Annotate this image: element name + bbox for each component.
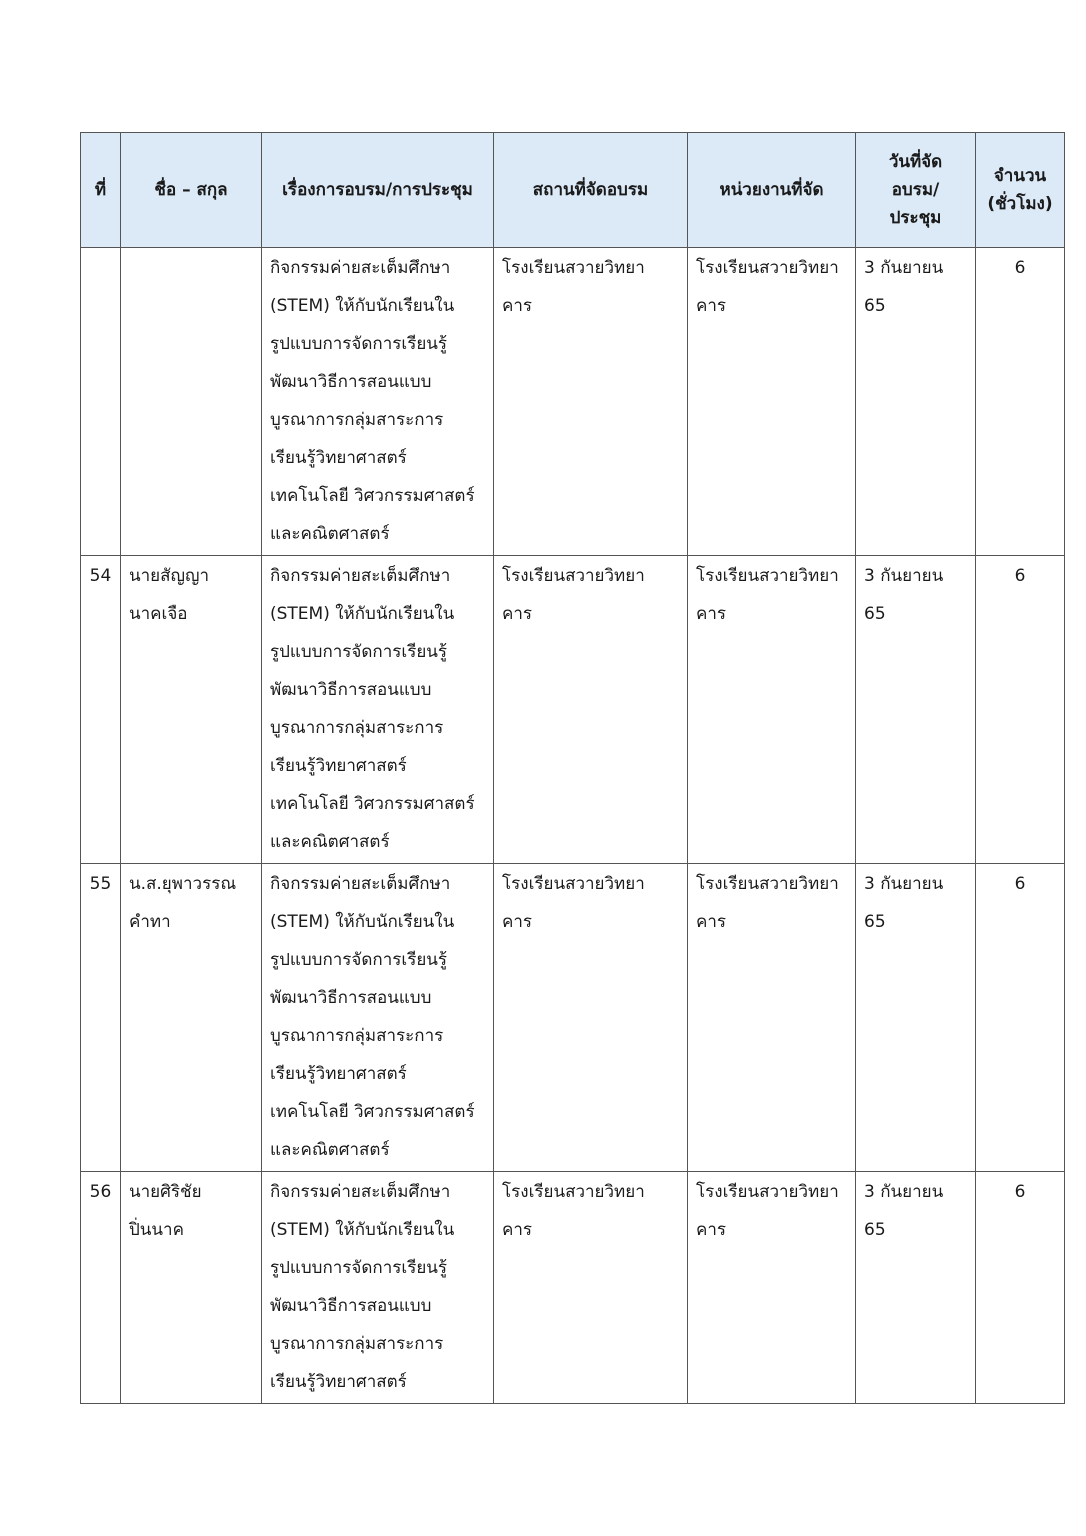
cell-topic-line: กิจกรรมค่ายสะเต็มศึกษา <box>270 566 451 586</box>
cell-venue <box>494 1172 688 1404</box>
cell-venue <box>494 248 688 556</box>
training-table <box>80 132 1065 1404</box>
cell-topic-line: และคณิตศาสตร์ <box>270 524 390 544</box>
cell-date <box>856 556 976 864</box>
cell-topic-line: และคณิตศาสตร์ <box>270 832 390 852</box>
cell-venue-line: โรงเรียนสวายวิทยา <box>502 566 645 586</box>
cell-topic-line: พัฒนาวิธีการสอนแบบ <box>270 372 432 392</box>
cell-hours <box>976 248 1065 556</box>
header-date-line: อบรม/ <box>891 180 940 200</box>
cell-name <box>121 248 262 556</box>
cell-name-line: นายสัญญา <box>129 566 210 586</box>
cell-hours <box>976 864 1065 1172</box>
cell-hours <box>976 556 1065 864</box>
cell-no <box>81 1172 121 1404</box>
cell-topic-line: พัฒนาวิธีการสอนแบบ <box>270 988 432 1008</box>
cell-venue-line: โรงเรียนสวายวิทยา <box>502 1182 645 1202</box>
cell-topic-line: เทคโนโลยี วิศวกรรมศาสตร์ <box>270 486 475 506</box>
cell-venue-line: คาร <box>502 296 533 316</box>
cell-topic <box>262 248 494 556</box>
cell-date-line: 3 กันยายน <box>864 258 944 278</box>
cell-no <box>81 248 121 556</box>
header-organizer: หน่วยงานที่จัด <box>688 133 856 248</box>
cell-name-line: น.ส.ยุพาวรรณ <box>129 874 237 894</box>
header-date-line: วันที่จัด <box>888 152 943 172</box>
cell-no-value: 55 <box>89 874 112 894</box>
cell-topic-line: รูปแบบการจัดการเรียนรู้ <box>270 950 448 970</box>
cell-date <box>856 1172 976 1404</box>
cell-organizer-line: โรงเรียนสวายวิทยา <box>696 258 839 278</box>
cell-topic-line: พัฒนาวิธีการสอนแบบ <box>270 680 432 700</box>
cell-venue-line: คาร <box>502 604 533 624</box>
cell-organizer <box>688 248 856 556</box>
cell-organizer-line: คาร <box>696 912 727 932</box>
cell-topic-line: เรียนรู้วิทยาศาสตร์ <box>270 756 407 776</box>
cell-topic-line: (STEM) ให้กับนักเรียนใน <box>270 912 455 932</box>
cell-venue <box>494 864 688 1172</box>
cell-name <box>121 864 262 1172</box>
cell-hours-value: 6 <box>1014 258 1026 278</box>
header-hours-line: (ชั่วโมง) <box>987 194 1053 214</box>
cell-hours-value: 6 <box>1014 566 1026 586</box>
header-venue: สถานที่จัดอบรม <box>494 133 688 248</box>
cell-topic-line: รูปแบบการจัดการเรียนรู้ <box>270 642 448 662</box>
cell-venue-line: คาร <box>502 1220 533 1240</box>
header-hours <box>976 133 1065 248</box>
cell-venue-line: คาร <box>502 912 533 932</box>
table-body <box>81 248 1065 1404</box>
cell-no-value: 56 <box>89 1182 112 1202</box>
cell-topic-line: เทคโนโลยี วิศวกรรมศาสตร์ <box>270 1102 475 1122</box>
cell-topic-line: รูปแบบการจัดการเรียนรู้ <box>270 1258 448 1278</box>
header-row <box>81 133 1065 248</box>
cell-topic <box>262 864 494 1172</box>
cell-topic-line: รูปแบบการจัดการเรียนรู้ <box>270 334 448 354</box>
cell-topic-line: เรียนรู้วิทยาศาสตร์ <box>270 448 407 468</box>
cell-topic-line: พัฒนาวิธีการสอนแบบ <box>270 1296 432 1316</box>
cell-topic-line: กิจกรรมค่ายสะเต็มศึกษา <box>270 874 451 894</box>
cell-topic-line: เรียนรู้วิทยาศาสตร์ <box>270 1064 407 1084</box>
cell-organizer <box>688 1172 856 1404</box>
cell-organizer-line: โรงเรียนสวายวิทยา <box>696 1182 839 1202</box>
cell-topic-line: บูรณาการกลุ่มสาระการ <box>270 718 444 738</box>
cell-date-line: 65 <box>864 912 886 932</box>
header-date-line: ประชุม <box>889 208 942 228</box>
cell-topic-line: เรียนรู้วิทยาศาสตร์ <box>270 1372 407 1392</box>
cell-organizer <box>688 556 856 864</box>
cell-date-line: 65 <box>864 604 886 624</box>
cell-no <box>81 556 121 864</box>
cell-hours <box>976 1172 1065 1404</box>
header-hours-line: จำนวน <box>993 166 1047 186</box>
cell-date <box>856 864 976 1172</box>
cell-name-line: ปิ่นนาค <box>129 1220 184 1240</box>
cell-date-line: 3 กันยายน <box>864 566 944 586</box>
cell-topic-line: (STEM) ให้กับนักเรียนใน <box>270 296 455 316</box>
cell-name-line: คำทา <box>129 912 171 932</box>
cell-topic-line: กิจกรรมค่ายสะเต็มศึกษา <box>270 1182 451 1202</box>
cell-name-line: นายศิริชัย <box>129 1182 202 1202</box>
cell-topic-line: และคณิตศาสตร์ <box>270 1140 390 1160</box>
cell-name <box>121 1172 262 1404</box>
cell-venue-line: โรงเรียนสวายวิทยา <box>502 874 645 894</box>
cell-organizer-line: คาร <box>696 296 727 316</box>
cell-organizer-line: คาร <box>696 604 727 624</box>
cell-topic-line: (STEM) ให้กับนักเรียนใน <box>270 604 455 624</box>
cell-topic-line: บูรณาการกลุ่มสาระการ <box>270 1334 444 1354</box>
cell-no <box>81 864 121 1172</box>
cell-no-value <box>81 251 120 289</box>
header-topic: เรื่องการอบรม/การประชุม <box>262 133 494 248</box>
header-no: ที่ <box>81 133 121 248</box>
cell-topic-line: กิจกรรมค่ายสะเต็มศึกษา <box>270 258 451 278</box>
header-name: ชื่อ – สกุล <box>121 133 262 248</box>
header-date <box>856 133 976 248</box>
cell-date-line: 65 <box>864 1220 886 1240</box>
table-row <box>81 248 1065 556</box>
cell-name-line: นาคเจือ <box>129 604 188 624</box>
cell-hours-value: 6 <box>1014 1182 1026 1202</box>
table-row <box>81 556 1065 864</box>
cell-topic <box>262 556 494 864</box>
cell-topic-line: (STEM) ให้กับนักเรียนใน <box>270 1220 455 1240</box>
cell-date-line: 65 <box>864 296 886 316</box>
cell-hours-value: 6 <box>1014 874 1026 894</box>
cell-organizer <box>688 864 856 1172</box>
table-row <box>81 1172 1065 1404</box>
cell-topic <box>262 1172 494 1404</box>
cell-topic-line: บูรณาการกลุ่มสาระการ <box>270 1026 444 1046</box>
cell-venue-line: โรงเรียนสวายวิทยา <box>502 258 645 278</box>
cell-topic-line: บูรณาการกลุ่มสาระการ <box>270 410 444 430</box>
cell-organizer-line: โรงเรียนสวายวิทยา <box>696 566 839 586</box>
cell-name <box>121 556 262 864</box>
cell-venue <box>494 556 688 864</box>
cell-no-value: 54 <box>89 566 112 586</box>
cell-organizer-line: โรงเรียนสวายวิทยา <box>696 874 839 894</box>
table-row <box>81 864 1065 1172</box>
cell-organizer-line: คาร <box>696 1220 727 1240</box>
cell-topic-line: เทคโนโลยี วิศวกรรมศาสตร์ <box>270 794 475 814</box>
cell-date-line: 3 กันยายน <box>864 874 944 894</box>
cell-date-line: 3 กันยายน <box>864 1182 944 1202</box>
cell-date <box>856 248 976 556</box>
